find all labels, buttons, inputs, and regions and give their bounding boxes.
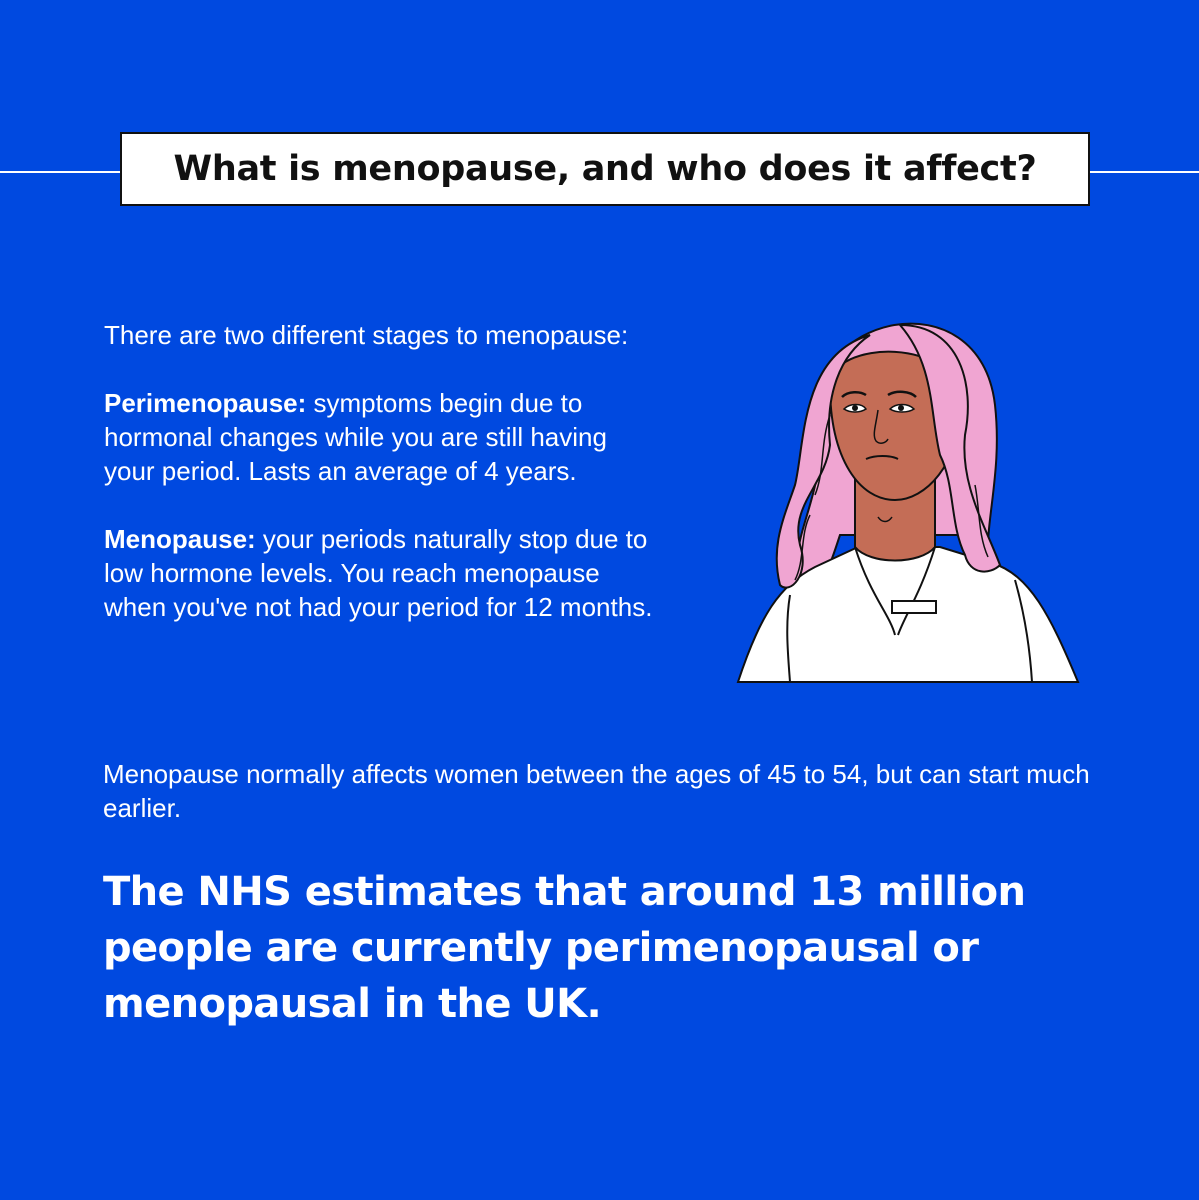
woman-with-pink-hair-icon — [730, 295, 1090, 687]
page-title: What is menopause, and who does it affect? — [173, 149, 1037, 189]
title-rule-right — [1090, 171, 1199, 173]
name-badge — [892, 601, 936, 613]
ages-note: Menopause normally affects women between the ages of 45 to 54, but can start much earlier. — [103, 759, 1090, 823]
highlight-statement: The NHS estimates that around 13 million people are currently perimenopausal or menopausal in the UK. — [103, 869, 1026, 1027]
pupil-right — [898, 405, 904, 411]
stage-description: symptoms begin due to hormonal changes while you are still having your period. Lasts an average of 4 years. — [104, 388, 607, 486]
stage-term: Perimenopause: — [104, 388, 307, 418]
title-box — [120, 132, 1090, 206]
stages-section — [104, 318, 664, 624]
title-rule-left — [0, 171, 120, 173]
stage-description: your periods naturally stop due to low hormone levels. You reach menopause when you've not had your period for 12 months. — [104, 524, 653, 622]
stage-perimenopause — [104, 386, 664, 488]
stage-menopause — [104, 522, 664, 624]
stage-term: Menopause: — [104, 524, 256, 554]
pupil-left — [852, 405, 858, 411]
intro-text: There are two different stages to menopause: — [104, 320, 629, 350]
